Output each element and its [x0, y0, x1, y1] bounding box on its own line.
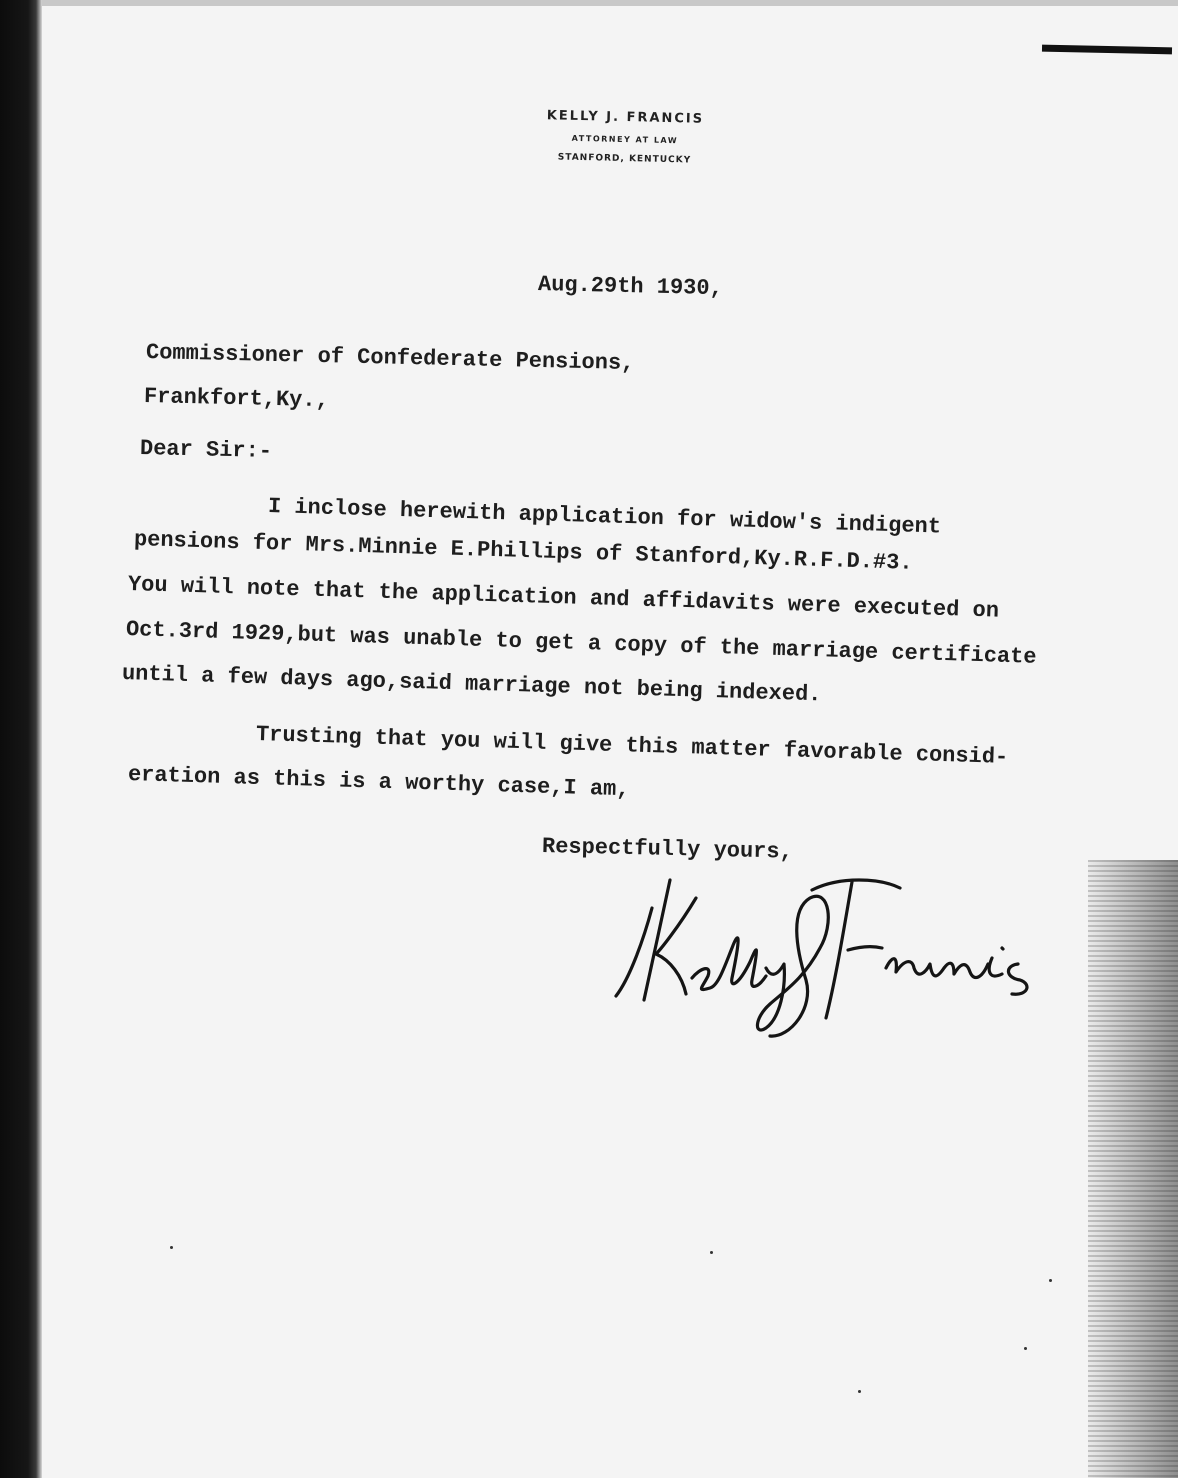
recipient-line-2: Frankfort,Ky., [143, 384, 330, 414]
body-line: Trusting that you will give this matter favorable consid- [255, 722, 1009, 770]
body-line: Oct.3rd 1929,but was unable to get a copy of the marriage certificate [125, 617, 1037, 670]
body-line: eration as this is a worthy case,I am, [127, 762, 630, 803]
paper-speck [170, 1246, 173, 1249]
paper-speck [1049, 1279, 1052, 1282]
body-line: pensions for Mrs.Minnie E.Phillips of Stanford,Ky.R.F.D.#3. [133, 527, 913, 576]
letterhead-title: ATTORNEY AT LAW [571, 133, 679, 146]
paper-speck [1024, 1347, 1027, 1350]
body-line: until a few days ago,said marriage not being indexed. [121, 661, 822, 708]
body-line: I inclose herewith application for widow's indigent [267, 494, 942, 540]
scan-shadow-right [1088, 860, 1178, 1478]
body-line: You will note that the application and affidavits were executed on [127, 572, 1000, 624]
handwritten-signature [600, 868, 1070, 1048]
paper-speck [858, 1390, 861, 1393]
letterhead-location: STANFORD, KENTUCKY [557, 152, 692, 166]
paper-speck [710, 1251, 713, 1254]
closing: Respectfully yours, [541, 834, 794, 865]
recipient-line-1: Commissioner of Confederate Pensions, [145, 340, 635, 377]
letterhead [519, 108, 730, 167]
salutation: Dear Sir:- [139, 436, 273, 464]
letterhead-name: KELLY J. FRANCIS [546, 108, 705, 127]
scan-shadow-left [0, 0, 42, 1478]
letter-date: Aug.29th 1930, [537, 272, 724, 302]
